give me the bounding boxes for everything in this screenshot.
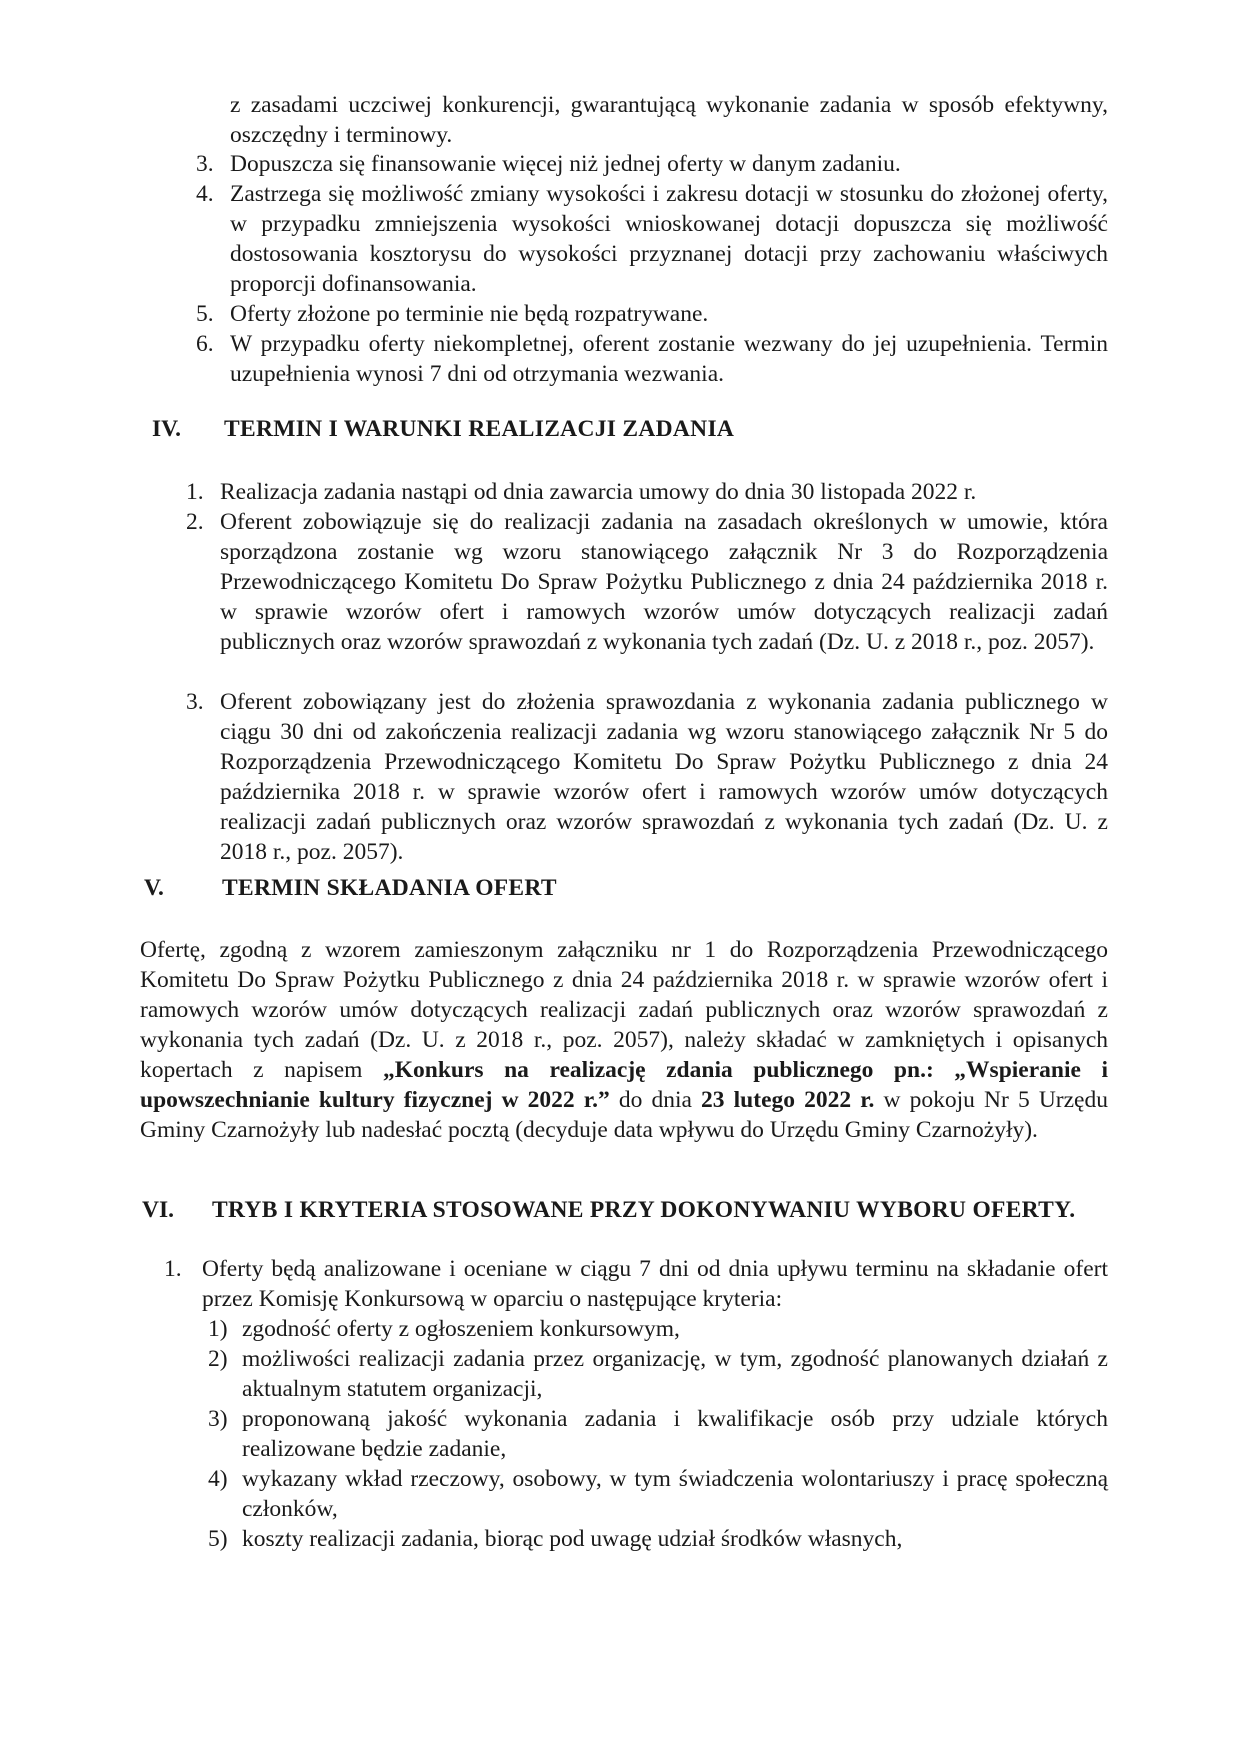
- item-text: Oferty złożone po terminie nie będą rozpatrywane.: [230, 301, 709, 327]
- item-number: 3.: [186, 689, 204, 715]
- item-text: Oferent zobowiązuje się do realizacji zadania na zasadach określonych w umowie, która sporządzona zostanie wg wzoru stanowiącego załącznik Nr 3 do Rozporządzenia Przewodniczącego Komitetu Do Spraw Pożytku Publicznego z dnia 24 października 2018 r. w sprawie wzorów ofert i ramowych wzorów umów dotyczących realizacji zadań publicznych oraz wzorów sprawozdań z wykonania tych zadań (Dz. U. z 2018 r., poz. 2057).: [220, 509, 1108, 655]
- section-numeral: V.: [144, 875, 164, 901]
- section-title: TRYB I KRYTERIA STOSOWANE PRZY DOKONYWANIU WYBORU OFERTY.: [212, 1197, 1076, 1223]
- criterion-number: 4): [208, 1466, 228, 1492]
- section-numeral: VI.: [142, 1197, 174, 1223]
- section-numeral: IV.: [152, 416, 181, 442]
- criterion-number: 2): [208, 1346, 228, 1372]
- item-number: 1.: [186, 479, 204, 505]
- item-number: 6.: [196, 331, 214, 357]
- submission-text: w pokoju Nr 5 Urzędu Gminy Czarnożyły lub nadesłać pocztą (decyduje data wpływu do Urzędu Gminy Czarnożyły).: [140, 1087, 1108, 1143]
- criterion-text: zgodność oferty z ogłoszeniem konkursowym,: [242, 1316, 680, 1342]
- criterion-text: proponowaną jakość wykonania zadania i kwalifikacje osób przy udziale których realizowane będzie zadanie,: [242, 1406, 1108, 1462]
- item-text: Oferty będą analizowane i oceniane w ciągu 7 dni od dnia upływu terminu na składanie ofert przez Komisję Konkursową w oparciu o następujące kryteria:: [202, 1256, 1108, 1312]
- item-text: Oferent zobowiązany jest do złożenia sprawozdania z wykonania zadania publicznego w ciągu 30 dni od zakończenia realizacji zadania wg wzoru stanowiącego załącznik Nr 5 do Rozporządzenia Przewodniczącego Komitetu Do Spraw Pożytku Publicznego z dnia 24 października 2018 r. w sprawie wzorów ofert i ramowych wzorów umów dotyczących realizacji zadań publicznych oraz wzorów sprawozdań z wykonania tych zadań (Dz. U. z 2018 r., poz. 2057).: [220, 689, 1108, 865]
- section-title: TERMIN SKŁADANIA OFERT: [222, 875, 557, 901]
- criterion-number: 1): [208, 1316, 228, 1342]
- continuation-paragraph: z zasadami uczciwej konkurencji, gwarantującą wykonanie zadania w sposób efektywny, oszczędny i terminowy.: [230, 92, 1108, 148]
- item-text: W przypadku oferty niekompletnej, oferent zostanie wezwany do jej uzupełnienia. Termin uzupełnienia wynosi 7 dni od otrzymania wezwania.: [230, 331, 1108, 387]
- item-text: Realizacja zadania nastąpi od dnia zawarcia umowy do dnia 30 listopada 2022 r.: [220, 479, 977, 505]
- deadline-date: 23 lutego 2022 r.: [701, 1087, 875, 1113]
- criterion-number: 5): [208, 1526, 228, 1552]
- item-text: Zastrzega się możliwość zmiany wysokości i zakresu dotacji w stosunku do złożonej oferty, w przypadku zmniejszenia wysokości wnioskowanej dotacji dopuszcza się możliwość dostosowania kosztorysu do wysokości przyznanej dotacji przy zachowaniu właściwych proporcji dofinansowania.: [230, 181, 1108, 297]
- competition-title: „Konkurs na realizację zdania publicznego pn.: „Wspieranie i upowszechnianie kultury fizycznej w 2022 r.”: [140, 1057, 1109, 1113]
- criterion-text: koszty realizacji zadania, biorąc pod uwagę udział środków własnych,: [242, 1526, 903, 1552]
- item-number: 4.: [196, 181, 214, 207]
- item-number: 5.: [196, 301, 214, 327]
- section-title: TERMIN I WARUNKI REALIZACJI ZADANIA: [224, 416, 735, 442]
- submission-text: Ofertę, zgodną z wzorem zamieszonym załączniku nr 1 do Rozporządzenia Przewodniczącego Komitetu Do Spraw Pożytku Publicznego z dnia 24 października 2018 r. w sprawie wzorów ofert i ramowych wzorów umów dotyczących realizacji zadań publicznych oraz wzorów sprawozdań z wykonania tych zadań (Dz. U. z 2018 r., poz. 2057), należy składać w zamkniętych i opisanych kopertach z napisem: [140, 937, 1108, 1083]
- submission-paragraph: [140, 935, 1108, 1145]
- item-number: 2.: [186, 509, 204, 535]
- criterion-number: 3): [208, 1406, 228, 1432]
- criterion-text: wykazany wkład rzeczowy, osobowy, w tym świadczenia wolontariuszy i pracę społeczną członków,: [242, 1466, 1108, 1522]
- item-number: 1.: [164, 1256, 182, 1282]
- item-number: 3.: [196, 151, 214, 177]
- item-text: Dopuszcza się finansowanie więcej niż jednej oferty w danym zadaniu.: [230, 151, 901, 177]
- submission-text: do dnia: [609, 1087, 702, 1113]
- criterion-text: możliwości realizacji zadania przez organizację, w tym, zgodność planowanych działań z aktualnym statutem organizacji,: [242, 1346, 1108, 1402]
